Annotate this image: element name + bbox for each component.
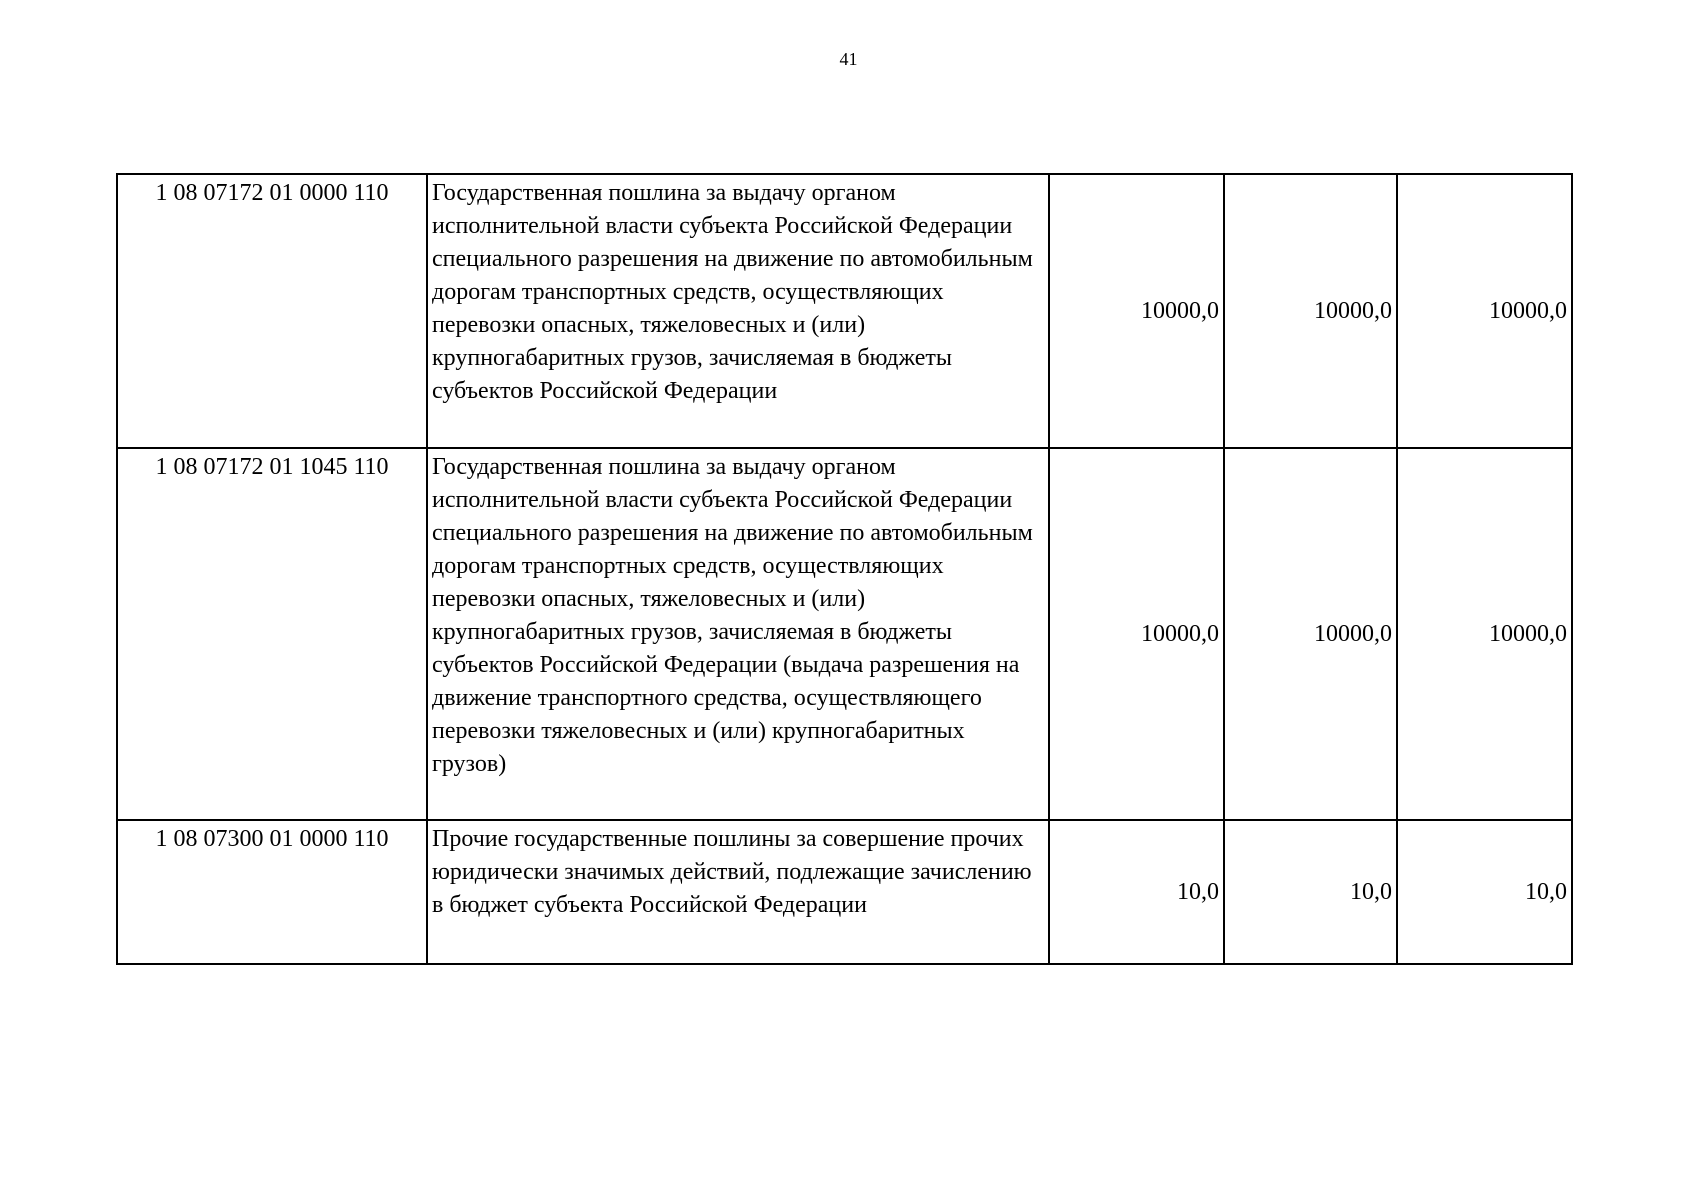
value-cell-3: 10000,0 (1397, 448, 1572, 820)
table-row (117, 820, 1572, 964)
value-cell-1: 10000,0 (1049, 448, 1224, 820)
budget-code-cell: 1 08 07172 01 1045 110 (117, 448, 427, 820)
budget-code-cell: 1 08 07172 01 0000 110 (117, 174, 427, 448)
value-cell-1: 10,0 (1049, 820, 1224, 964)
budget-code-cell: 1 08 07300 01 0000 110 (117, 820, 427, 964)
table-row (117, 174, 1572, 448)
value-cell-2: 10,0 (1224, 820, 1397, 964)
value-cell-2: 10000,0 (1224, 448, 1397, 820)
page-number: 41 (839, 49, 858, 69)
description-cell: Прочие государственные пошлины за совершение прочих юридически значимых действий, подлежащие зачислению в бюджет субъекта Российской Федерации (427, 820, 1049, 964)
value-cell-2: 10000,0 (1224, 174, 1397, 448)
description-cell: Государственная пошлина за выдачу органом исполнительной власти субъекта Российской Федерации специального разрешения на движение по автомобильным дорогам транспортных средств, осуществляющих перевозки опасных, тяжеловесных и (или) крупногабаритных грузов, зачисляемая в бюджеты субъектов Российской Федерации (выдача разрешения на движение транспортного средства, осуществляющего перевозки тяжеловесных и (или) крупногабаритных грузов) (427, 448, 1049, 820)
description-cell: Государственная пошлина за выдачу органом исполнительной власти субъекта Российской Федерации специального разрешения на движение по автомобильным дорогам транспортных средств, осуществляющих перевозки опасных, тяжеловесных и (или) крупногабаритных грузов, зачисляемая в бюджеты субъектов Российской Федерации (427, 174, 1049, 448)
value-cell-3: 10,0 (1397, 820, 1572, 964)
budget-revenue-table (116, 173, 1573, 965)
value-cell-1: 10000,0 (1049, 174, 1224, 448)
table-row (117, 448, 1572, 820)
value-cell-3: 10000,0 (1397, 174, 1572, 448)
